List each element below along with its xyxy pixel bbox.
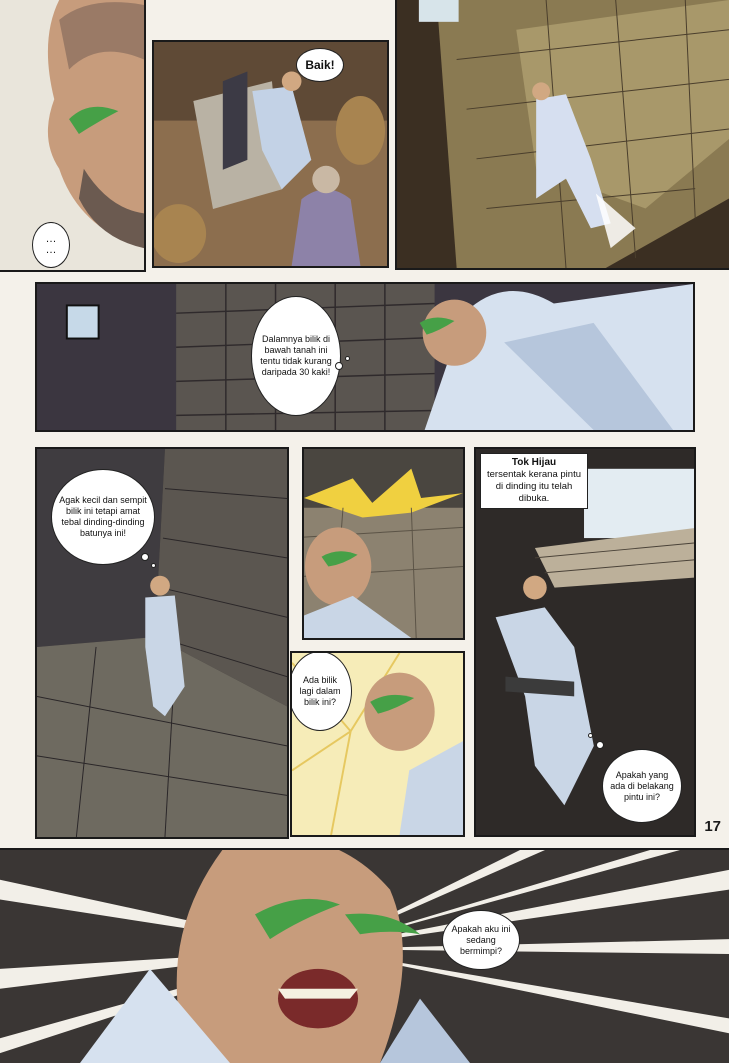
behind-door-thought-bubble: Apakah yang ada di belakang pintu ini? [602, 749, 682, 823]
tok-hijau-caption [480, 453, 588, 509]
ellipsis-bubble: … … [32, 222, 70, 268]
panel-5 [35, 447, 289, 839]
thought-dot [345, 356, 350, 361]
panel-9 [0, 848, 729, 1063]
panel-2 [152, 40, 389, 268]
caption-name: Tok Hijau [511, 457, 557, 468]
another-room-speech-bubble: Ada bilik lagi dalam bilik ini? [290, 651, 352, 731]
panel-2-art [154, 42, 387, 266]
dreaming-speech-bubble: Apakah aku ini sedang bermimpi? [442, 910, 520, 970]
panel-8 [474, 447, 696, 837]
thought-dot [335, 362, 343, 370]
thought-dot [596, 741, 604, 749]
panel-7 [290, 651, 465, 837]
panel-1 [0, 0, 146, 272]
panel-6-art [304, 449, 463, 638]
panel-4 [35, 282, 695, 432]
thought-dot [151, 563, 156, 568]
caption-text: tersentak kerana pintu di dinding itu telah dibuka. [486, 469, 581, 504]
depth-thought-bubble: Dalamnya bilik di bawah tanah ini tentu tidak kurang daripada 30 kaki! [251, 296, 341, 416]
panel-3 [395, 0, 729, 270]
thought-dot [141, 553, 149, 561]
panel-6 [302, 447, 465, 640]
panel-9-art [0, 850, 729, 1063]
panel-3-art [397, 0, 729, 268]
thought-dot [588, 733, 593, 738]
page-number: 17 [704, 818, 721, 835]
baik-speech-bubble: Baik! [296, 48, 344, 82]
panel-1-art [0, 0, 144, 270]
panel-4-art [37, 284, 693, 430]
small-room-thought-bubble: Agak kecil dan sempit bilik ini tetapi amat tebal dinding-dinding batunya ini! [51, 469, 155, 565]
